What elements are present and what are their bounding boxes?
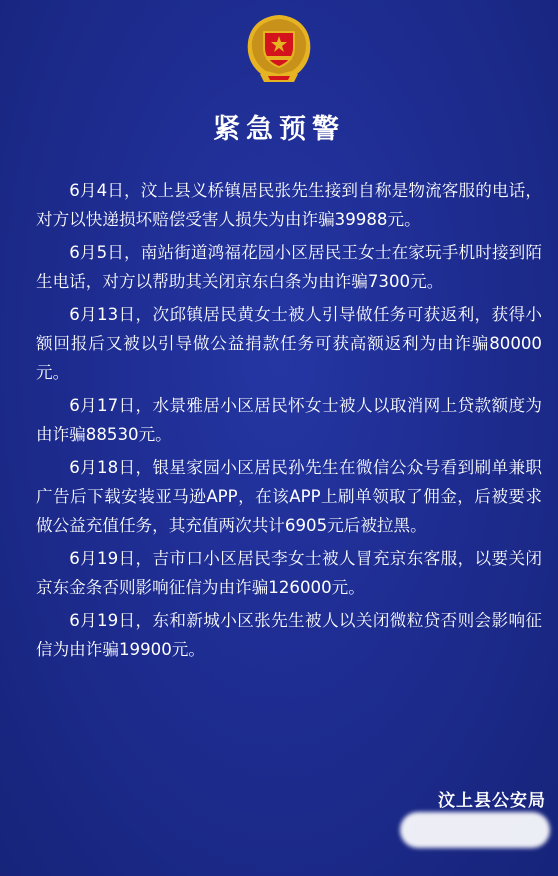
notice-paragraph: 6月5日，南站街道鸿福花园小区居民王女士在家玩手机时接到陌生电话，对方以帮助其关闭京东白条为由诈骗7300元。 bbox=[36, 243, 542, 291]
page-title: 紧急预警 bbox=[213, 114, 345, 145]
notice-paragraph: 6月4日，汶上县义桥镇居民张先生接到自称是物流客服的电话，对方以快递损坏赔偿受害人损失为由诈骗39988元。 bbox=[36, 181, 542, 229]
police-emblem-icon bbox=[242, 12, 316, 88]
notice-body bbox=[36, 177, 542, 670]
notice-paragraph: 6月13日，次邱镇居民黄女士被人引导做任务可获返利，获得小额回报后又被以引导做公益捐款任务可获高额返利为由诈骗80000元。 bbox=[36, 305, 542, 382]
issuer-signature: 汶上县公安局 bbox=[438, 791, 546, 811]
notice-paragraph: 6月19日，东和新城小区张先生被人以关闭微粒贷否则会影响征信为由诈骗19900元。 bbox=[36, 611, 542, 659]
notice-paragraph: 6月18日，银星家园小区居民孙先生在微信公众号看到刷单兼职广告后下载安装亚马逊APP，在该APP上刷单领取了佣金，后被要求做公益充值任务，其充值两次共计6905元后被拉黑。 bbox=[36, 458, 542, 535]
notice-paragraph: 6月17日，水景雅居小区居民怀女士被人以取消网上贷款额度为由诈骗88530元。 bbox=[36, 396, 542, 444]
watermark-overlay bbox=[400, 812, 550, 848]
notice-paragraph: 6月19日，吉市口小区居民李女士被人冒充京东客服，以要关闭京东金条否则影响征信为由诈骗126000元。 bbox=[36, 549, 542, 597]
